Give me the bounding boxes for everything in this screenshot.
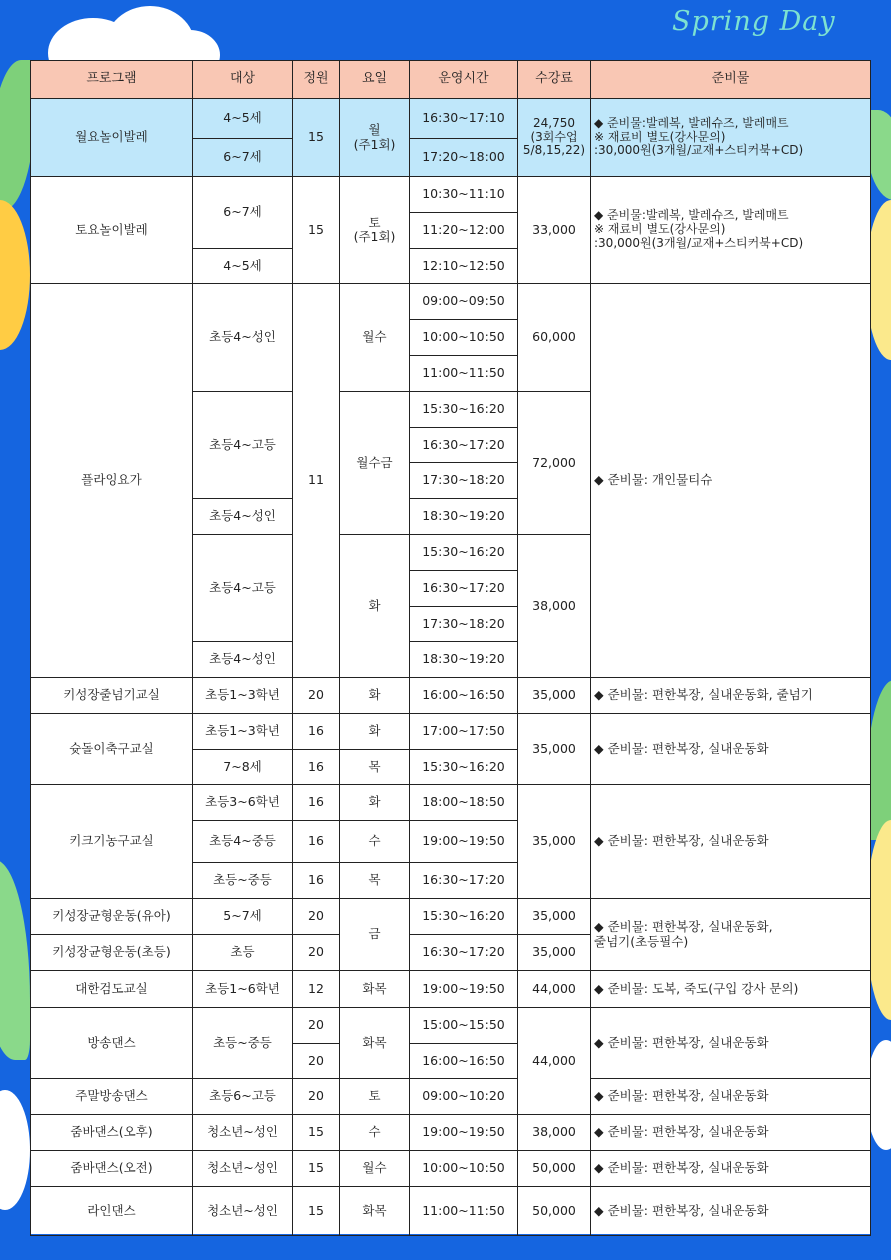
- day: 화: [340, 785, 410, 821]
- prep-items: ◆ 준비물: 편한복장, 실내운동화: [591, 1079, 871, 1115]
- day: 화목: [340, 971, 410, 1008]
- target: 초등1~3학년: [193, 678, 293, 714]
- prep-items: ◆ 준비물: 편한복장, 실내운동화: [591, 1008, 871, 1079]
- header-fee: 수강료: [518, 61, 591, 99]
- table-row: [31, 177, 871, 213]
- prep-items: ◆ 준비물: 편한복장, 실내운동화, 줄넘기: [591, 678, 871, 714]
- day: 토: [340, 1079, 410, 1115]
- table-row: [31, 785, 871, 821]
- time: 16:30~17:20: [410, 571, 518, 607]
- table-row: [31, 678, 871, 714]
- capacity: 15: [293, 1115, 340, 1151]
- day: 월수: [340, 1151, 410, 1187]
- target: 초등1~6학년: [193, 971, 293, 1008]
- prep-items: ◆ 준비물: 편한복장, 실내운동화: [591, 714, 871, 785]
- day: 목: [340, 863, 410, 899]
- target: 6~7세: [193, 177, 293, 249]
- time: 09:00~09:50: [410, 284, 518, 320]
- time: 18:30~19:20: [410, 499, 518, 535]
- target: 7~8세: [193, 750, 293, 785]
- spring-day-script: Spring Day: [672, 6, 836, 37]
- table-row: [31, 1008, 871, 1044]
- fee: 50,000: [518, 1187, 591, 1236]
- fee: 33,000: [518, 177, 591, 284]
- target: 초등4~성인: [193, 642, 293, 678]
- target: 초등4~성인: [193, 499, 293, 535]
- day: 수: [340, 1115, 410, 1151]
- prep-items: ◆ 준비물:발레복, 발레슈즈, 발레매트 ※ 재료비 별도(강사문의) :30,000원(3개월/교재+스티커북+CD): [591, 177, 871, 284]
- day: 화: [340, 535, 410, 678]
- day: 월수: [340, 284, 410, 392]
- time: 17:20~18:00: [410, 139, 518, 177]
- time: 15:30~16:20: [410, 750, 518, 785]
- capacity: 16: [293, 821, 340, 863]
- time: 16:30~17:20: [410, 935, 518, 971]
- fee: 44,000: [518, 1008, 591, 1115]
- table-row: [31, 1151, 871, 1187]
- target: 초등~중등: [193, 863, 293, 899]
- fee: 35,000: [518, 785, 591, 899]
- time: 18:00~18:50: [410, 785, 518, 821]
- time: 11:00~11:50: [410, 356, 518, 392]
- target: 초등4~고등: [193, 392, 293, 499]
- fee: 35,000: [518, 935, 591, 971]
- fee: 35,000: [518, 899, 591, 935]
- time: 17:30~18:20: [410, 463, 518, 499]
- table-row: [31, 284, 871, 320]
- target: 4~5세: [193, 99, 293, 139]
- fee: 38,000: [518, 1115, 591, 1151]
- target: 6~7세: [193, 139, 293, 177]
- time: 19:00~19:50: [410, 971, 518, 1008]
- day: 월수금: [340, 392, 410, 535]
- time: 18:30~19:20: [410, 642, 518, 678]
- time: 11:20~12:00: [410, 213, 518, 249]
- time: 17:30~18:20: [410, 607, 518, 642]
- fee: 72,000: [518, 392, 591, 535]
- day: 수: [340, 821, 410, 863]
- capacity: 20: [293, 1079, 340, 1115]
- capacity: 15: [293, 99, 340, 177]
- time: 19:00~19:50: [410, 1115, 518, 1151]
- header-target: 대상: [193, 61, 293, 99]
- day: 월 (주1회): [340, 99, 410, 177]
- time: 10:30~11:10: [410, 177, 518, 213]
- program-name: 라인댄스: [31, 1187, 193, 1236]
- target: 4~5세: [193, 249, 293, 284]
- leaf-decoration: [0, 860, 30, 1060]
- target: 청소년~성인: [193, 1151, 293, 1187]
- header-time: 운영시간: [410, 61, 518, 99]
- target: 초등1~3학년: [193, 714, 293, 750]
- fee: 24,750 (3회수업 5/8,15,22): [518, 99, 591, 177]
- header-capacity: 정원: [293, 61, 340, 99]
- time: 15:30~16:20: [410, 535, 518, 571]
- time: 09:00~10:20: [410, 1079, 518, 1115]
- table-row: [31, 971, 871, 1008]
- program-name: 줌바댄스(오전): [31, 1151, 193, 1187]
- time: 15:00~15:50: [410, 1008, 518, 1044]
- program-name: 주말방송댄스: [31, 1079, 193, 1115]
- time: 16:00~16:50: [410, 678, 518, 714]
- table-row: [31, 1115, 871, 1151]
- program-name: 방송댄스: [31, 1008, 193, 1079]
- flower-decoration: [0, 200, 30, 350]
- program-name: 플라잉요가: [31, 284, 193, 678]
- table-row: [31, 714, 871, 750]
- target: 초등~중등: [193, 1008, 293, 1079]
- time: 15:30~16:20: [410, 392, 518, 428]
- time: 16:30~17:20: [410, 863, 518, 899]
- program-name: 토요놀이발레: [31, 177, 193, 284]
- target: 청소년~성인: [193, 1187, 293, 1236]
- capacity: 15: [293, 177, 340, 284]
- program-name: 줌바댄스(오후): [31, 1115, 193, 1151]
- prep-items: ◆ 준비물: 편한복장, 실내운동화, 줄넘기(초등필수): [591, 899, 871, 971]
- fee: 35,000: [518, 678, 591, 714]
- prep-items: ◆ 준비물: 편한복장, 실내운동화: [591, 785, 871, 899]
- capacity: 11: [293, 284, 340, 678]
- capacity: 16: [293, 863, 340, 899]
- time: 17:00~17:50: [410, 714, 518, 750]
- target: 5~7세: [193, 899, 293, 935]
- program-name: 키성장균형운동(유아): [31, 899, 193, 935]
- target: 초등: [193, 935, 293, 971]
- header-row: [31, 61, 871, 99]
- prep-items: ◆ 준비물: 편한복장, 실내운동화: [591, 1115, 871, 1151]
- time: 16:30~17:20: [410, 428, 518, 463]
- fee: 38,000: [518, 535, 591, 678]
- day: 목: [340, 750, 410, 785]
- time: 16:00~16:50: [410, 1044, 518, 1079]
- table-row: [31, 1187, 871, 1236]
- time: 10:00~10:50: [410, 320, 518, 356]
- capacity: 20: [293, 678, 340, 714]
- time: 11:00~11:50: [410, 1187, 518, 1236]
- target: 초등4~고등: [193, 535, 293, 642]
- capacity: 20: [293, 1044, 340, 1079]
- day: 금: [340, 899, 410, 971]
- capacity: 16: [293, 750, 340, 785]
- fee: 44,000: [518, 971, 591, 1008]
- time: 12:10~12:50: [410, 249, 518, 284]
- header-day: 요일: [340, 61, 410, 99]
- table-row: [31, 1079, 871, 1115]
- program-name: 월요놀이발레: [31, 99, 193, 177]
- program-name: 키크기농구교실: [31, 785, 193, 899]
- capacity: 12: [293, 971, 340, 1008]
- program-name: 키성장줄넘기교실: [31, 678, 193, 714]
- prep-items: ◆ 준비물:발레복, 발레슈즈, 발레매트 ※ 재료비 별도(강사문의) :30,000원(3개월/교재+스티커북+CD): [591, 99, 871, 177]
- header-program: 프로그램: [31, 61, 193, 99]
- capacity: 20: [293, 899, 340, 935]
- target: 청소년~성인: [193, 1115, 293, 1151]
- target: 초등4~중등: [193, 821, 293, 863]
- day: 화: [340, 678, 410, 714]
- program-name: 슛돌이축구교실: [31, 714, 193, 785]
- prep-items: ◆ 준비물: 개인물티슈: [591, 284, 871, 678]
- time: 15:30~16:20: [410, 899, 518, 935]
- capacity: 20: [293, 1008, 340, 1044]
- prep-items: ◆ 준비물: 도복, 죽도(구입 강사 문의): [591, 971, 871, 1008]
- fee: 50,000: [518, 1151, 591, 1187]
- time: 19:00~19:50: [410, 821, 518, 863]
- program-name: 대한검도교실: [31, 971, 193, 1008]
- day: 토 (주1회): [340, 177, 410, 284]
- table-row: [31, 899, 871, 935]
- capacity: 15: [293, 1187, 340, 1236]
- day: 화목: [340, 1187, 410, 1236]
- day: 화: [340, 714, 410, 750]
- time: 10:00~10:50: [410, 1151, 518, 1187]
- header-prep: 준비물: [591, 61, 871, 99]
- capacity: 16: [293, 785, 340, 821]
- target: 초등6~고등: [193, 1079, 293, 1115]
- table-row: [31, 99, 871, 139]
- capacity: 15: [293, 1151, 340, 1187]
- target: 초등4~성인: [193, 284, 293, 392]
- time: 16:30~17:10: [410, 99, 518, 139]
- capacity: 20: [293, 935, 340, 971]
- capacity: 16: [293, 714, 340, 750]
- fee: 35,000: [518, 714, 591, 785]
- fee: 60,000: [518, 284, 591, 392]
- prep-items: ◆ 준비물: 편한복장, 실내운동화: [591, 1187, 871, 1236]
- day: 화목: [340, 1008, 410, 1079]
- schedule-table: [30, 60, 871, 1236]
- prep-items: ◆ 준비물: 편한복장, 실내운동화: [591, 1151, 871, 1187]
- cloud-decoration: [0, 1090, 30, 1210]
- program-name: 키성장균형운동(초등): [31, 935, 193, 971]
- target: 초등3~6학년: [193, 785, 293, 821]
